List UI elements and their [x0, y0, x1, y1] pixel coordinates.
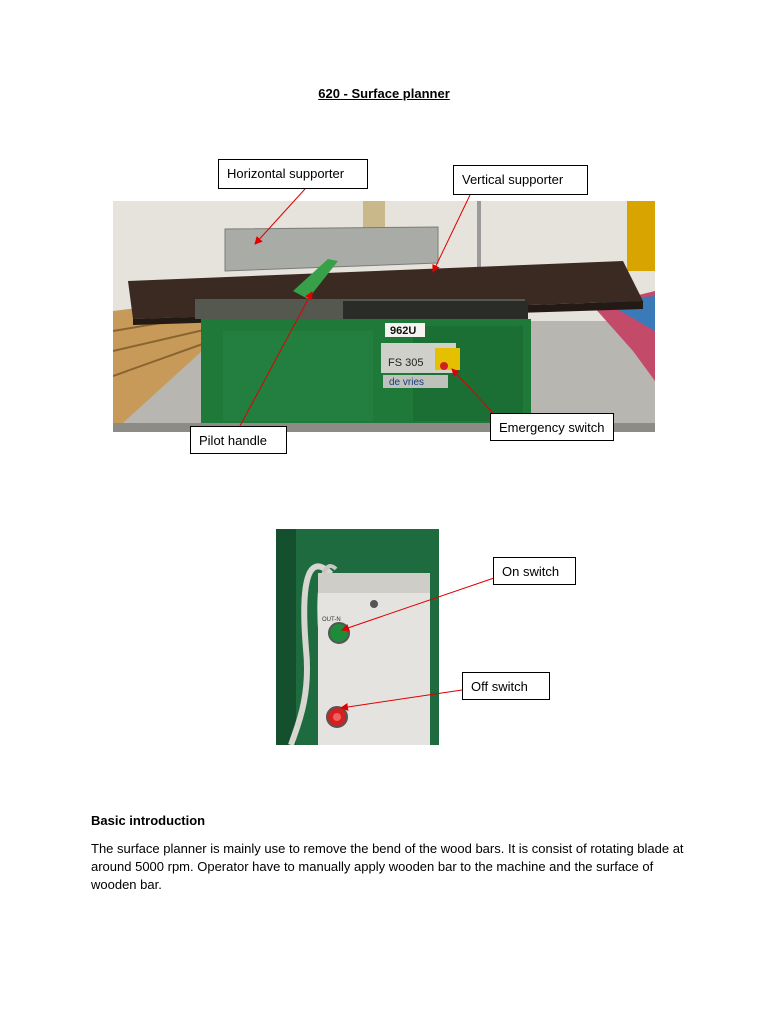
- intro-paragraph: The surface planner is mainly use to remove the bend of the wood bars. It is consist of rotating blade at around 5000 rpm. Operator have to manually apply wooden bar to the machine and the surface of wooden bar.: [91, 841, 684, 892]
- section-heading: Basic introduction: [91, 813, 206, 828]
- surface-planner-photo: [113, 201, 655, 432]
- model-plate-text: FS 305: [388, 357, 424, 369]
- horizontal-supporter-label: Horizontal supporter: [218, 159, 368, 189]
- pilot-handle-label: Pilot handle: [190, 426, 287, 454]
- page-title: 620 - Surface planner: [318, 86, 450, 101]
- vertical-supporter-label: Vertical supporter: [453, 165, 588, 195]
- off-switch-label: Off switch: [462, 672, 550, 700]
- brand-text: de vries: [389, 377, 425, 388]
- switch-plate-text: OUT-N: [322, 617, 341, 623]
- emergency-switch-label: Emergency switch: [490, 413, 614, 441]
- on-switch-label: On switch: [493, 557, 576, 585]
- switch-box-photo: [276, 529, 439, 745]
- machine-number-text: 962U: [390, 325, 417, 337]
